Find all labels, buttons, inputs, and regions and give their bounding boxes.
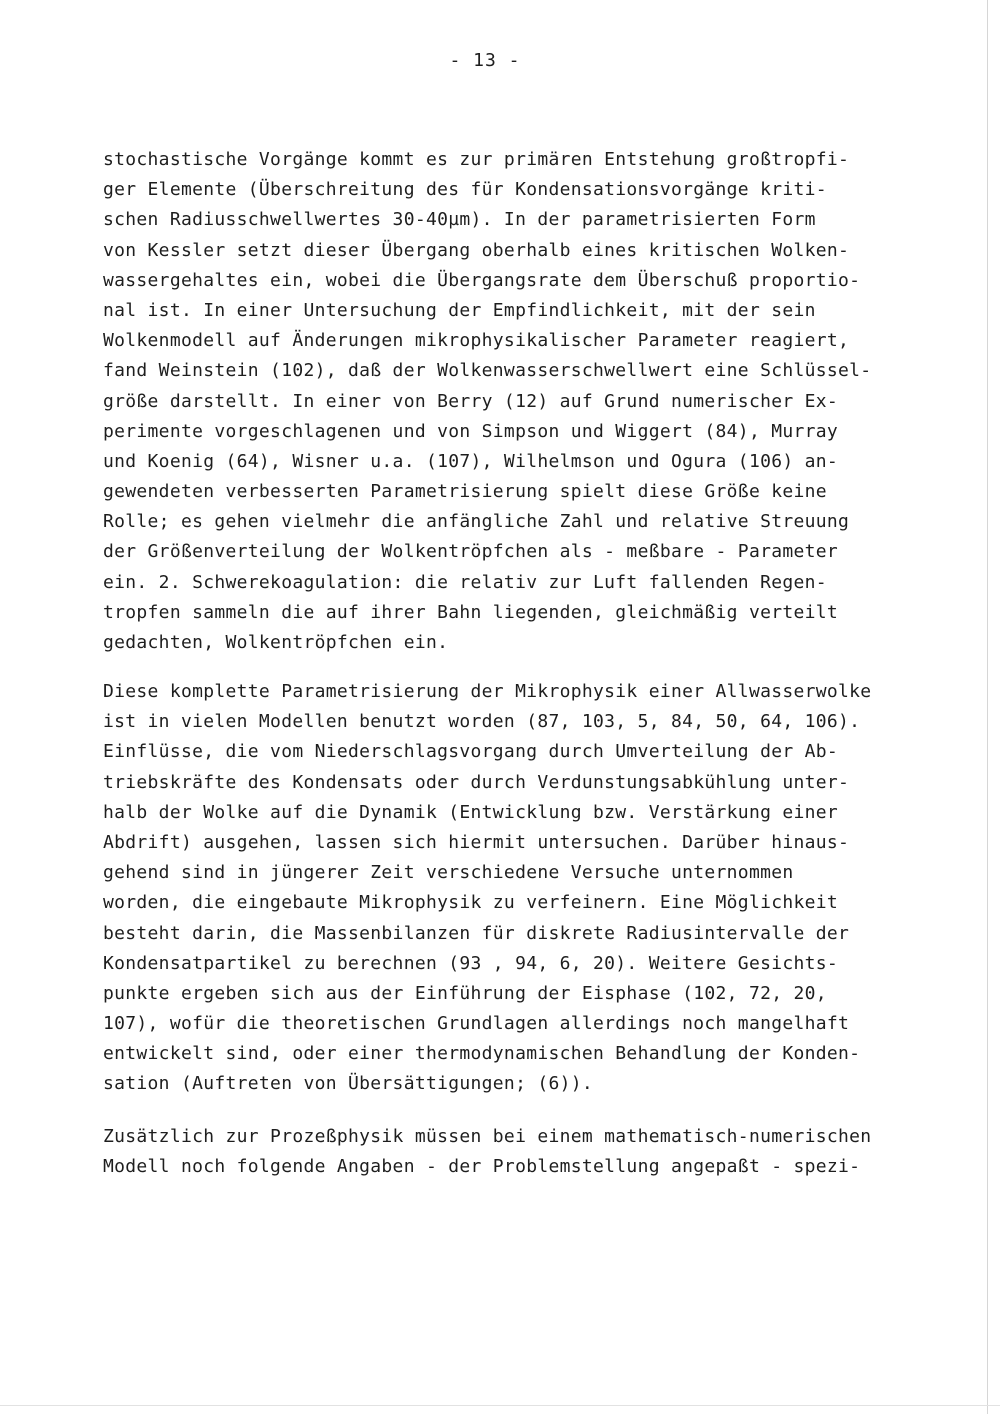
text-line: Abdrift) ausgehen, lassen sich hiermit untersuchen. Darüber hinaus- bbox=[103, 831, 850, 853]
text-line: worden, die eingebaute Mikrophysik zu verfeinern. Eine Möglichkeit bbox=[103, 892, 839, 914]
text-line: Kondensatpartikel zu berechnen (93 , 94, 6, 20). Weitere Gesichts- bbox=[103, 952, 839, 974]
paragraph-1 bbox=[103, 145, 953, 658]
paragraph-2 bbox=[103, 677, 953, 1100]
text-line: gewendeten verbesserten Parametrisierung spielt diese Größe keine bbox=[103, 481, 827, 503]
text-line: und Koenig (64), Wisner u.a. (107), Wilhelmson und Ogura (106) an- bbox=[103, 450, 839, 472]
text-line: triebskräfte des Kondensats oder durch Verdunstungsabkühlung unter- bbox=[103, 771, 850, 793]
text-line: ein. 2. Schwerekoagulation: die relativ zur Luft fallenden Regen- bbox=[103, 571, 827, 593]
scan-edge-line bbox=[987, 0, 988, 1414]
text-line: ger Elemente (Überschreitung des für Kondensationsvorgänge kriti- bbox=[103, 179, 827, 201]
text-line: schen Radiusschwellwertes 30-40µm). In der parametrisierten Form bbox=[103, 209, 816, 231]
text-line: fand Weinstein (102), daß der Wolkenwasserschwellwert eine Schlüssel- bbox=[103, 360, 872, 382]
text-line: Modell noch folgende Angaben - der Problemstellung angepaßt - spezi- bbox=[103, 1156, 861, 1178]
text-line: Diese komplette Parametrisierung der Mikrophysik einer Allwasserwolke bbox=[103, 681, 872, 702]
text-line: ist in vielen Modellen benutzt worden (87, 103, 5, 84, 50, 64, 106). bbox=[103, 711, 861, 733]
text-line: perimente vorgeschlagenen und von Simpson und Wiggert (84), Murray bbox=[103, 420, 839, 442]
text-line: Zusätzlich zur Prozeßphysik müssen bei einem mathematisch-numerischen bbox=[103, 1126, 872, 1147]
text-line: gedachten, Wolkentröpfchen ein. bbox=[103, 632, 449, 653]
paragraph-3 bbox=[103, 1122, 953, 1182]
scan-bottom-line bbox=[0, 1405, 1000, 1406]
text-line: entwickelt sind, oder einer thermodynamischen Behandlung der Konden- bbox=[103, 1043, 861, 1065]
text-line: der Größenverteilung der Wolkentröpfchen als - meßbare - Parameter bbox=[103, 541, 839, 563]
text-line: 107), wofür die theoretischen Grundlagen allerdings noch mangelhaft bbox=[103, 1013, 850, 1035]
text-line: Rolle; es gehen vielmehr die anfängliche Zahl und relative Streuung bbox=[103, 511, 850, 533]
page-number: - 13 - bbox=[449, 50, 521, 71]
text-line: besteht darin, die Massenbilanzen für diskrete Radiusintervalle der bbox=[103, 922, 850, 944]
text-line: halb der Wolke auf die Dynamik (Entwicklung bzw. Verstärkung einer bbox=[103, 801, 839, 823]
text-line: stochastische Vorgänge kommt es zur primären Entstehung großtropfi- bbox=[103, 149, 850, 170]
text-line: von Kessler setzt dieser Übergang oberhalb eines kritischen Wolken- bbox=[103, 239, 850, 261]
text-line: gehend sind in jüngerer Zeit verschiedene Versuche unternommen bbox=[103, 862, 794, 884]
text-line: Wolkenmodell auf Änderungen mikrophysikalischer Parameter reagiert, bbox=[103, 330, 850, 352]
text-line: tropfen sammeln die auf ihrer Bahn liegenden, gleichmäßig verteilt bbox=[103, 601, 839, 623]
text-line: nal ist. In einer Untersuchung der Empfindlichkeit, mit der sein bbox=[103, 299, 816, 321]
text-line: wassergehaltes ein, wobei die Übergangsrate dem Überschuß proportio- bbox=[103, 269, 861, 291]
text-line: größe darstellt. In einer von Berry (12) auf Grund numerischer Ex- bbox=[103, 390, 839, 412]
text-line: punkte ergeben sich aus der Einführung der Eisphase (102, 72, 20, bbox=[103, 982, 827, 1004]
text-line: sation (Auftreten von Übersättigungen; (6)). bbox=[103, 1073, 594, 1095]
text-line: Einflüsse, die vom Niederschlagsvorgang durch Umverteilung der Ab- bbox=[103, 741, 839, 763]
